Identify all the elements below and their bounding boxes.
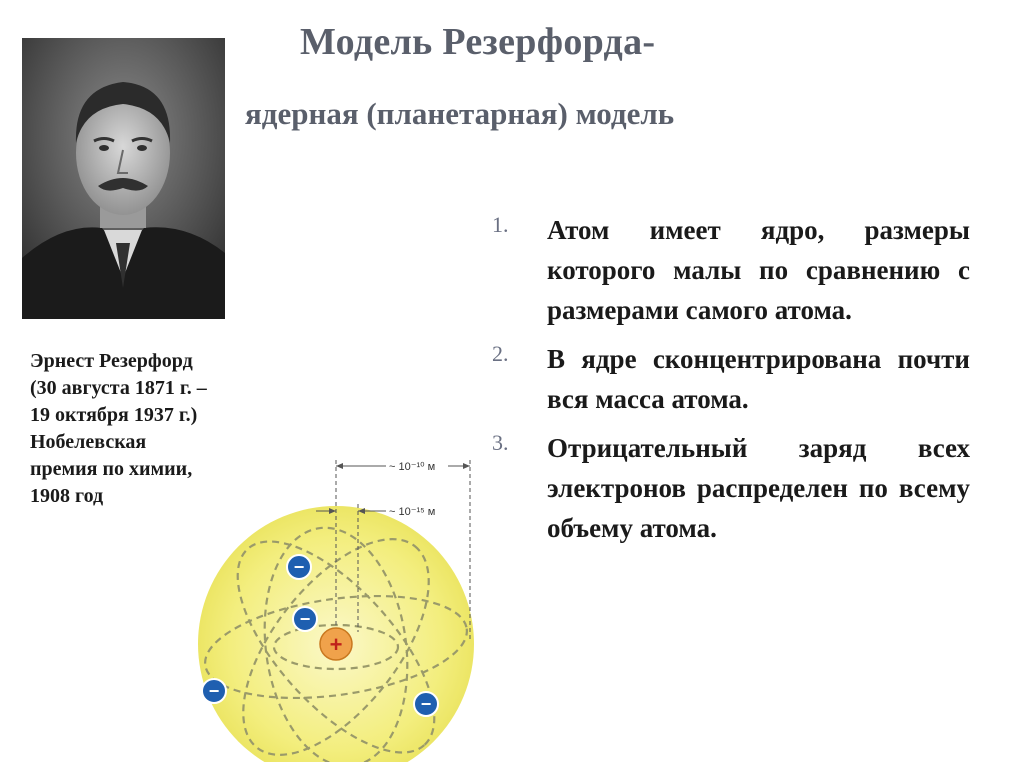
list-item [492,428,970,548]
portrait-photo [22,38,225,319]
list-number: 3. [492,430,509,455]
caption-line: Нобелевская [30,431,147,453]
electron-minus-icon: − [208,681,220,701]
electron [414,692,438,716]
nucleus [320,628,352,660]
caption-line: премия по химии, [30,458,193,480]
electron [202,679,226,703]
caption-line: (30 августа 1871 г. – [30,377,207,399]
atom-diagram [186,452,484,762]
electron [293,607,317,631]
list-text: Отрицательный заряд всех электронов распределен по всему объему атома. [547,433,970,543]
caption-line: 1908 год [30,485,104,507]
caption-line: Эрнест Резерфорд [30,350,193,372]
nucleus-plus-icon: + [329,632,343,657]
electron-minus-icon: − [299,609,311,629]
list-text: В ядре сконцентрирована почти вся масса атома. [547,344,970,414]
atom-size-label: ~ 10⁻¹⁰ м [389,461,436,473]
electron-minus-icon: − [293,557,305,577]
electron [287,555,311,579]
rutherford-portrait [22,38,225,319]
slide-title: Модель Резерфорда- [300,21,656,63]
nucleus-size-label: ~ 10⁻¹⁵ м [389,506,436,518]
model-points-list [492,210,970,557]
list-number: 1. [492,212,509,237]
list-number: 2. [492,341,509,366]
list-text: Атом имеет ядро, размеры которого малы по сравнению с размерами самого атома. [547,215,970,325]
list-item [492,210,970,330]
caption-line: 19 октября 1937 г.) [30,404,198,426]
slide-subtitle: ядерная (планетарная) модель [245,96,675,131]
electron-minus-icon: − [420,694,432,714]
list-item [492,339,970,419]
